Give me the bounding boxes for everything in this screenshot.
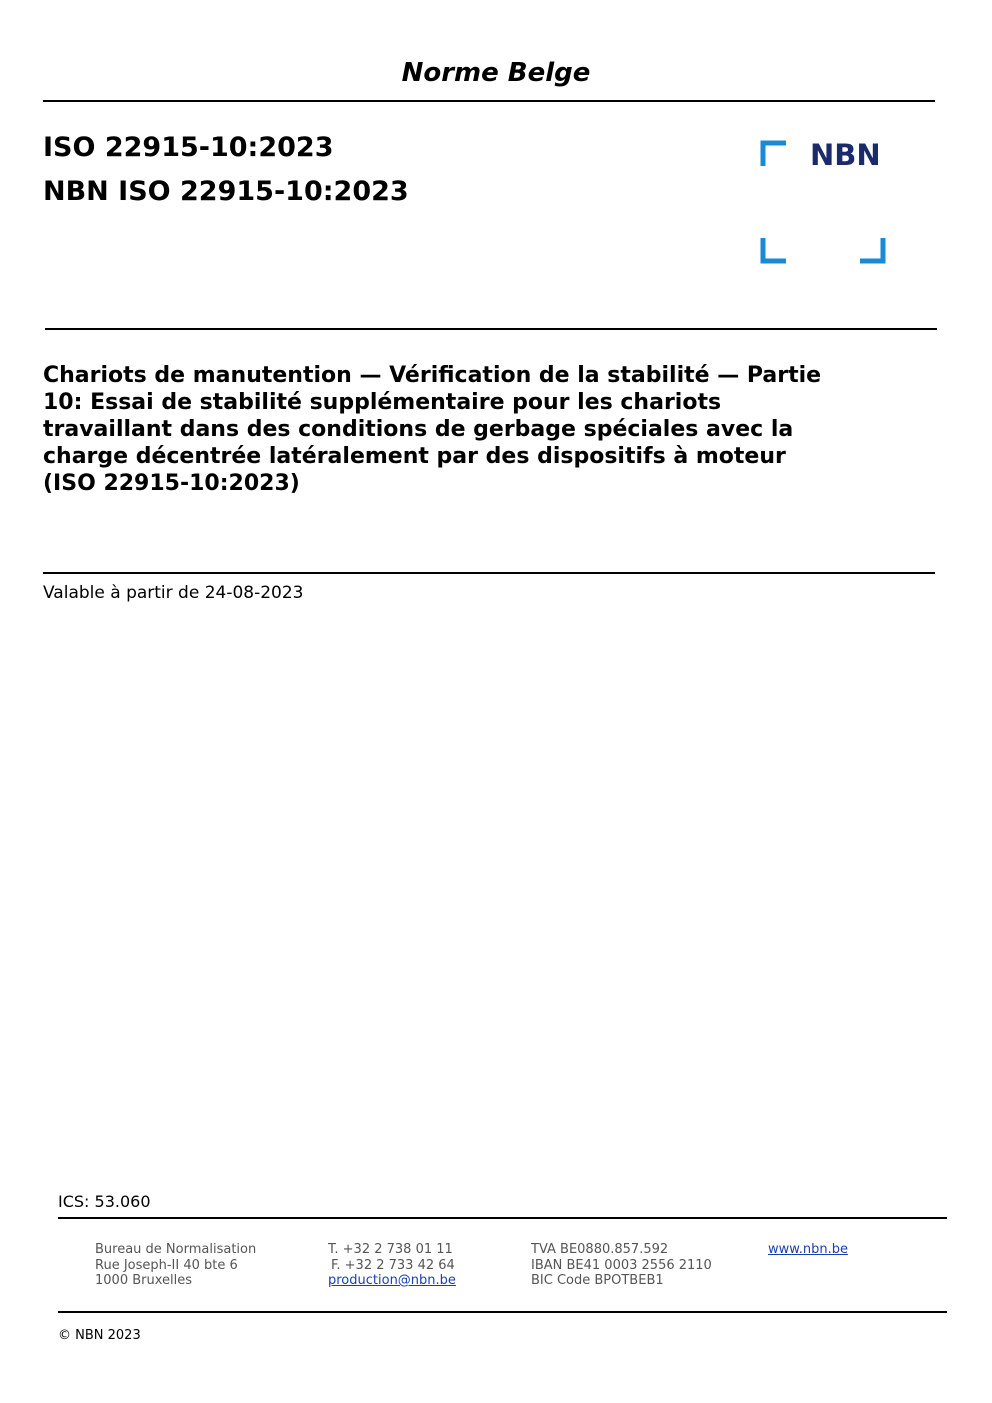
title-line: 10: Essai de stabilité supplémentaire pour les chariots bbox=[43, 390, 722, 415]
document-title bbox=[43, 362, 893, 497]
copyright-notice: © NBN 2023 bbox=[58, 1328, 141, 1343]
address-line: Bureau de Normalisation bbox=[95, 1242, 257, 1257]
footer-web bbox=[768, 1242, 848, 1258]
page-header-title: Norme Belge bbox=[401, 58, 591, 88]
validity-divider bbox=[43, 572, 935, 574]
title-top-divider bbox=[45, 328, 937, 330]
address-line: Rue Joseph-II 40 bte 6 bbox=[95, 1257, 238, 1273]
email-link[interactable]: production@nbn.be bbox=[328, 1273, 456, 1288]
iban-number: IBAN BE41 0003 2556 2110 bbox=[531, 1257, 712, 1273]
footer-top-divider bbox=[58, 1217, 947, 1219]
footer-contact bbox=[328, 1242, 456, 1289]
address-line: 1000 Bruxelles bbox=[95, 1273, 193, 1288]
nbn-standard-number: NBN ISO 22915-10:2023 bbox=[43, 176, 409, 207]
title-line: Chariots de manutention — Vérification de la stabilité — Partie bbox=[43, 363, 822, 388]
phone-number: T. +32 2 738 01 11 bbox=[328, 1242, 453, 1257]
header-divider bbox=[43, 100, 935, 102]
footer-address bbox=[95, 1242, 256, 1289]
title-line: charge décentrée latéralement par des dispositifs à moteur bbox=[43, 444, 786, 469]
nbn-logo bbox=[760, 140, 886, 264]
fax-number: F. +32 2 733 42 64 bbox=[331, 1257, 455, 1273]
iso-standard-number: ISO 22915-10:2023 bbox=[43, 132, 334, 163]
title-line: travaillant dans des conditions de gerbage spéciales avec la bbox=[43, 417, 794, 442]
title-line: (ISO 22915-10:2023) bbox=[43, 471, 300, 496]
footer-banking bbox=[531, 1242, 712, 1289]
validity-date: Valable à partir de 24-08-2023 bbox=[43, 583, 304, 603]
bic-code: BIC Code BPOTBEB1 bbox=[531, 1273, 664, 1288]
ics-code: ICS: 53.060 bbox=[58, 1192, 151, 1211]
logo-text: NBN bbox=[810, 140, 881, 172]
website-link[interactable]: www.nbn.be bbox=[768, 1242, 848, 1257]
footer-bottom-divider bbox=[58, 1311, 947, 1313]
vat-number: TVA BE0880.857.592 bbox=[531, 1242, 669, 1257]
